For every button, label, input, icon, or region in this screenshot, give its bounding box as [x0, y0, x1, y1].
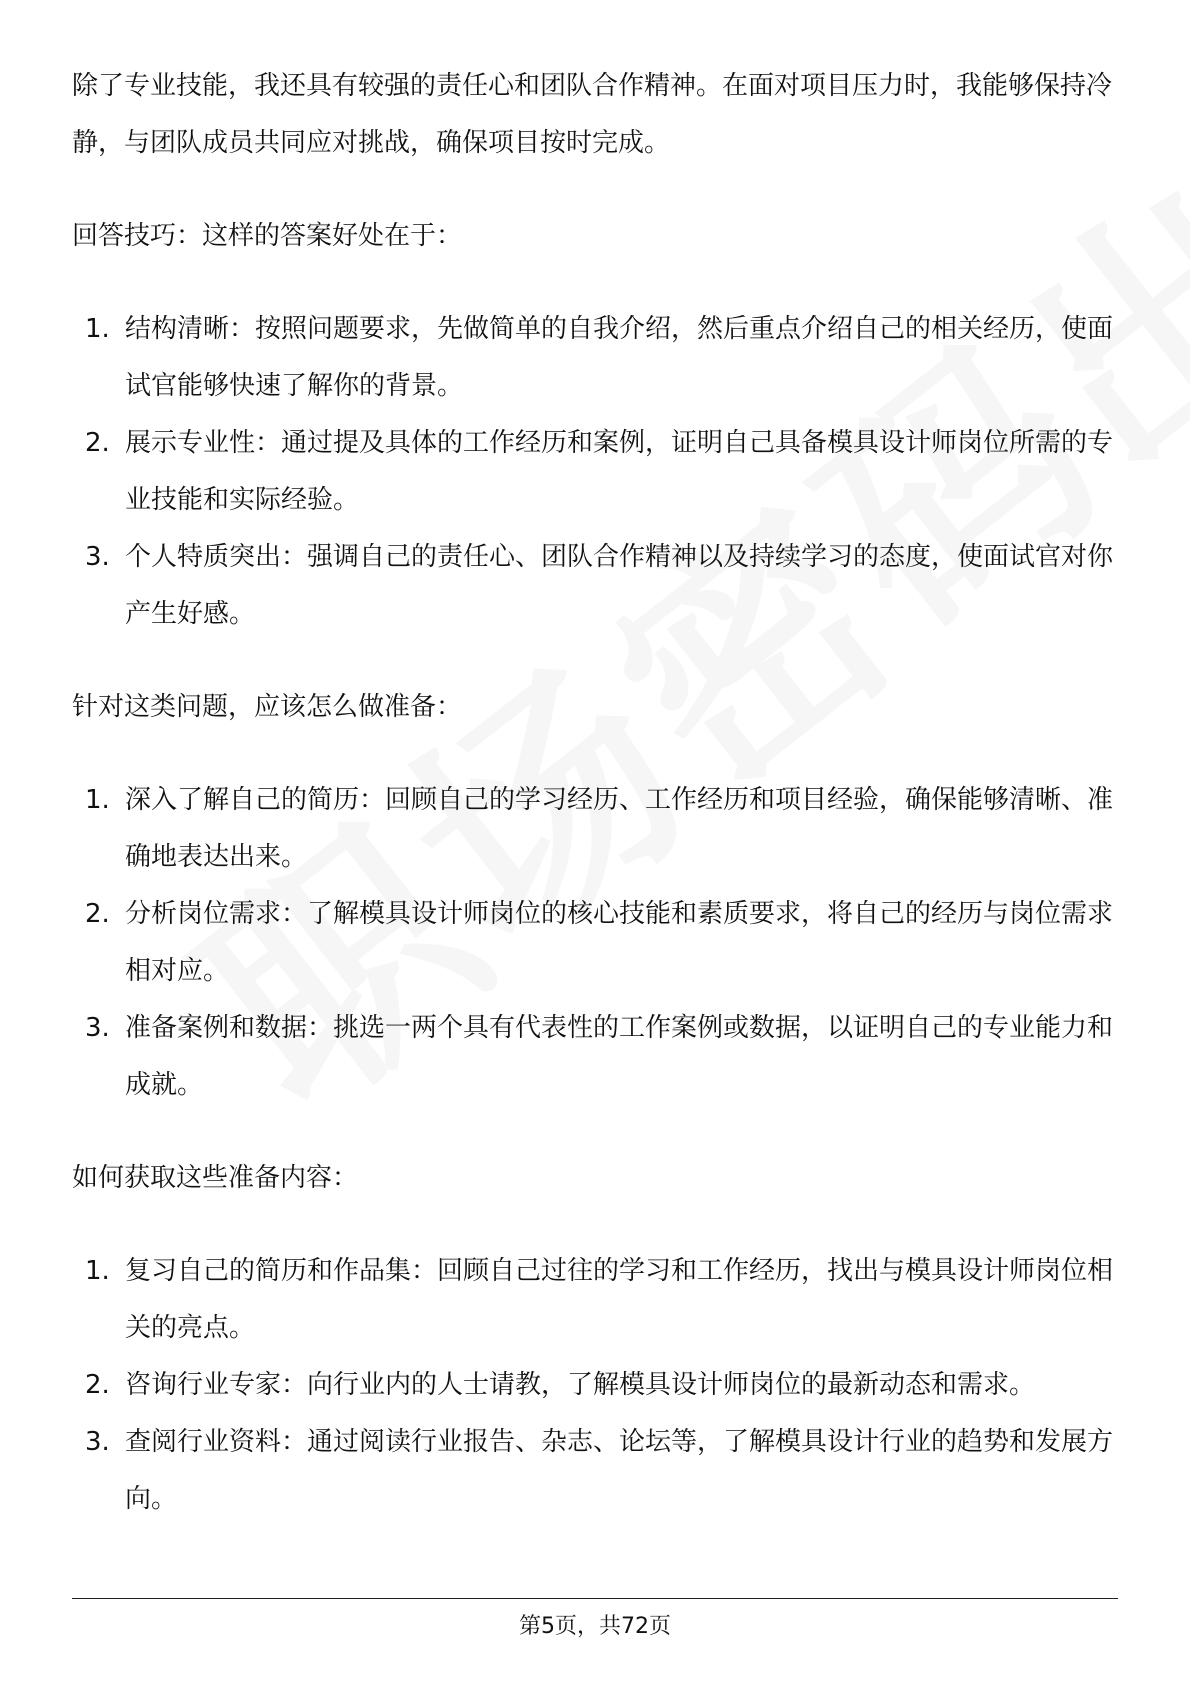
- section-heading: 针对这类问题，应该怎么做准备：: [72, 692, 463, 722]
- list-item: [72, 301, 1122, 415]
- list-number: 1.: [85, 314, 110, 344]
- list-item: [72, 1000, 1122, 1114]
- list-number: 3.: [85, 542, 110, 572]
- list-number: 3.: [85, 1013, 110, 1043]
- numbered-list: [72, 772, 1122, 1114]
- list-item-text: 查阅行业资料：通过阅读行业报告、杂志、论坛等，了解模具设计行业的趋势和发展方向。: [125, 1427, 1114, 1514]
- section-heading: 回答技巧：这样的答案好处在于：: [72, 221, 463, 251]
- list-number: 2.: [85, 428, 110, 458]
- list-item: [72, 772, 1122, 886]
- page-content: [72, 58, 1122, 1528]
- section-heading: 如何获取这些准备内容：: [72, 1163, 359, 1193]
- list-item-text: 咨询行业专家：向行业内的人士请教，了解模具设计师岗位的最新动态和需求。: [125, 1370, 1036, 1400]
- list-item: [72, 1414, 1122, 1528]
- list-item-text: 展示专业性：通过提及具体的工作经历和案例，证明自己具备模具设计师岗位所需的专业技能和实际经验。: [125, 428, 1114, 515]
- list-item-text: 结构清晰：按照问题要求，先做简单的自我介绍，然后重点介绍自己的相关经历，使面试官能够快速了解你的背景。: [125, 314, 1114, 401]
- list-item: [72, 1357, 1122, 1414]
- page-number: 第5页，共72页: [519, 1614, 671, 1639]
- list-number: 1.: [85, 1256, 110, 1286]
- list-number: 1.: [85, 785, 110, 815]
- list-item-text: 准备案例和数据：挑选一两个具有代表性的工作案例或数据，以证明自己的专业能力和成就。: [125, 1013, 1114, 1100]
- numbered-list: [72, 301, 1122, 643]
- list-number: 2.: [85, 1370, 110, 1400]
- list-item: [72, 529, 1122, 643]
- list-item: [72, 415, 1122, 529]
- list-item-text: 个人特质突出：强调自己的责任心、团队合作精神以及持续学习的态度，使面试官对你产生好感。: [125, 542, 1114, 629]
- numbered-list: [72, 1243, 1122, 1528]
- list-item-text: 复习自己的简历和作品集：回顾自己过往的学习和工作经历，找出与模具设计师岗位相关的亮点。: [125, 1256, 1114, 1343]
- list-number: 2.: [85, 899, 110, 929]
- list-item-text: 深入了解自己的简历：回顾自己的学习经历、工作经历和项目经验，确保能够清晰、准确地表达出来。: [125, 785, 1114, 872]
- list-item: [72, 1243, 1122, 1357]
- footer-divider: [72, 1598, 1118, 1599]
- list-item: [72, 886, 1122, 1000]
- list-number: 3.: [85, 1427, 110, 1457]
- intro-paragraph: 除了专业技能，我还具有较强的责任心和团队合作精神。在面对项目压力时，我能够保持冷静，与团队成员共同应对挑战，确保项目按时完成。: [72, 71, 1113, 158]
- list-item-text: 分析岗位需求：了解模具设计师岗位的核心技能和素质要求，将自己的经历与岗位需求相对应。: [125, 899, 1114, 986]
